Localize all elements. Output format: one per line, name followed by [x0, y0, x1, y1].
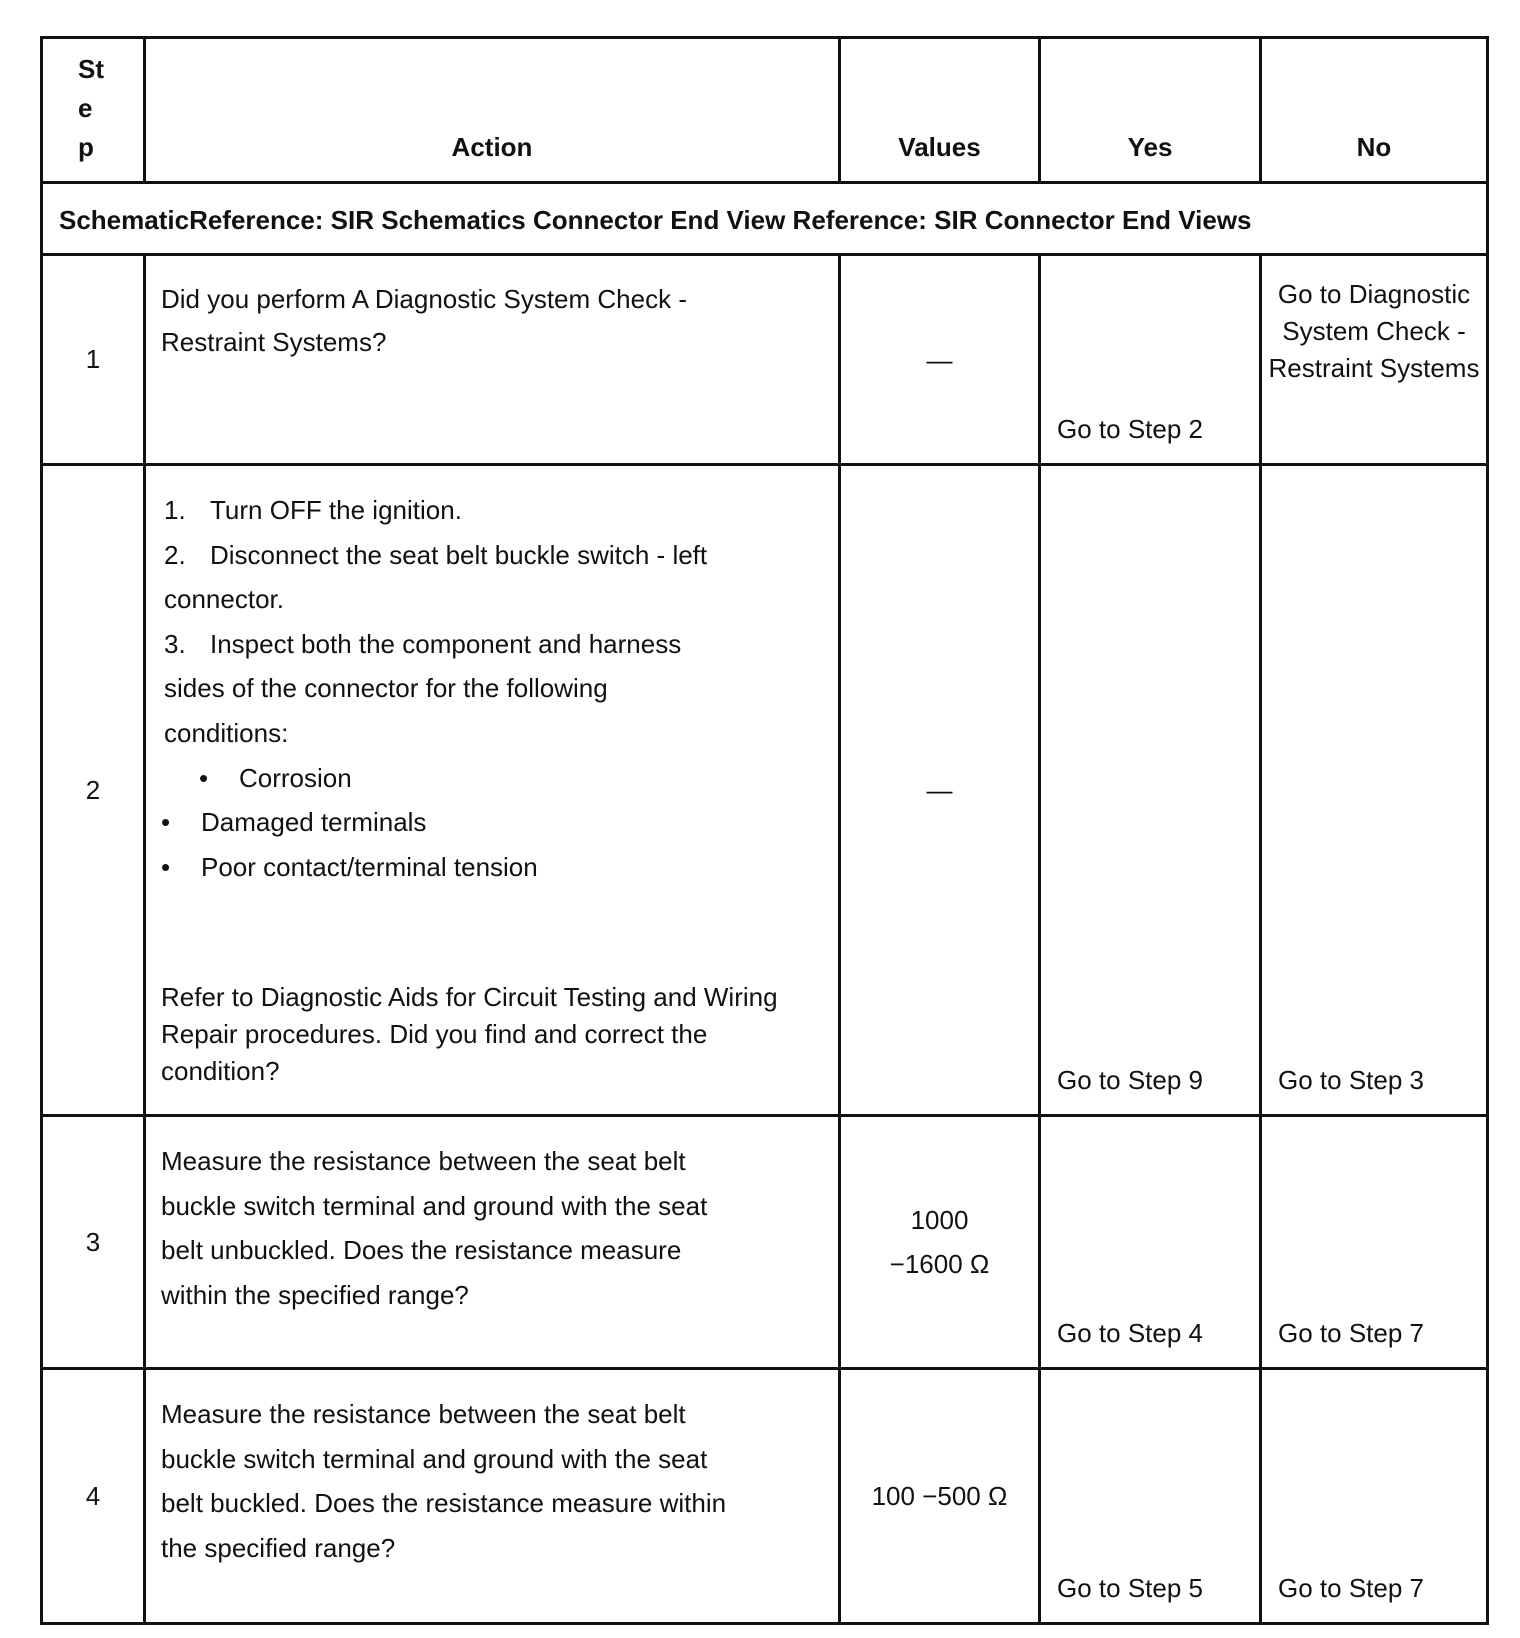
values-cell: — — [840, 255, 1040, 465]
reference-row — [42, 183, 1488, 255]
table-header-row — [42, 38, 1488, 183]
header-step: Step — [42, 38, 145, 183]
values-cell — [840, 1116, 1040, 1369]
values-cell: 100 −500 Ω — [840, 1369, 1040, 1624]
action-step-item: 3. Inspect both the component and harness sides of the connector for the following conditions: — [164, 628, 682, 748]
action-note: Refer to Diagnostic Aids for Circuit Testing and Wiring Repair procedures. Did you find and correct the condition? — [161, 982, 778, 1087]
no-cell: Go to Step 7 — [1261, 1116, 1488, 1369]
yes-cell: Go to Step 2 — [1040, 255, 1261, 465]
no-cell: Go to Step 7 — [1261, 1369, 1488, 1624]
no-cell: Go to Step 3 — [1261, 465, 1488, 1116]
condition-bullet: • Poor contact/terminal tension — [161, 851, 538, 882]
table-row — [42, 1116, 1488, 1369]
header-values: Values — [840, 38, 1040, 183]
action-paragraph: Did you perform A Diagnostic System Check - Restraint Systems? — [161, 284, 687, 357]
step-number: 2 — [42, 465, 145, 1116]
table-row — [42, 255, 1488, 465]
step-number: 4 — [42, 1369, 145, 1624]
diagnostic-table — [40, 36, 1489, 1625]
step-number: 3 — [42, 1116, 145, 1369]
header-yes: Yes — [1040, 38, 1261, 183]
yes-cell: Go to Step 5 — [1040, 1369, 1261, 1624]
action-text — [145, 255, 840, 465]
action-text — [145, 465, 840, 1116]
table-row — [42, 465, 1488, 1116]
values-text: 1000 −1600 Ω — [889, 1205, 990, 1279]
schematic-reference: SchematicReference: SIR Schematics Connector End View Reference: SIR Connector End Views — [42, 183, 1488, 255]
table-row — [42, 1369, 1488, 1624]
action-text — [145, 1116, 840, 1369]
header-action: Action — [145, 38, 840, 183]
condition-bullet: • Corrosion — [199, 762, 352, 793]
action-text — [145, 1369, 840, 1624]
values-cell: — — [840, 465, 1040, 1116]
action-paragraph: Measure the resistance between the seat belt buckle switch terminal and ground with the seat belt unbuckled. Does the resistance measure within the specified range? — [161, 1146, 708, 1310]
yes-cell: Go to Step 9 — [1040, 465, 1261, 1116]
header-no: No — [1261, 38, 1488, 183]
action-step-item: 2. Disconnect the seat belt buckle switch - left connector. — [164, 539, 708, 615]
action-paragraph: Measure the resistance between the seat belt buckle switch terminal and ground with the seat belt buckled. Does the resistance measure within the specified range? — [161, 1399, 727, 1563]
condition-bullet: • Damaged terminals — [161, 807, 427, 838]
no-cell-text: Go to Diagnostic System Check - Restraint Systems — [1268, 279, 1480, 383]
action-step-item: 1. Turn OFF the ignition. — [164, 495, 462, 525]
step-number: 1 — [42, 255, 145, 465]
no-cell — [1261, 255, 1488, 465]
yes-cell: Go to Step 4 — [1040, 1116, 1261, 1369]
